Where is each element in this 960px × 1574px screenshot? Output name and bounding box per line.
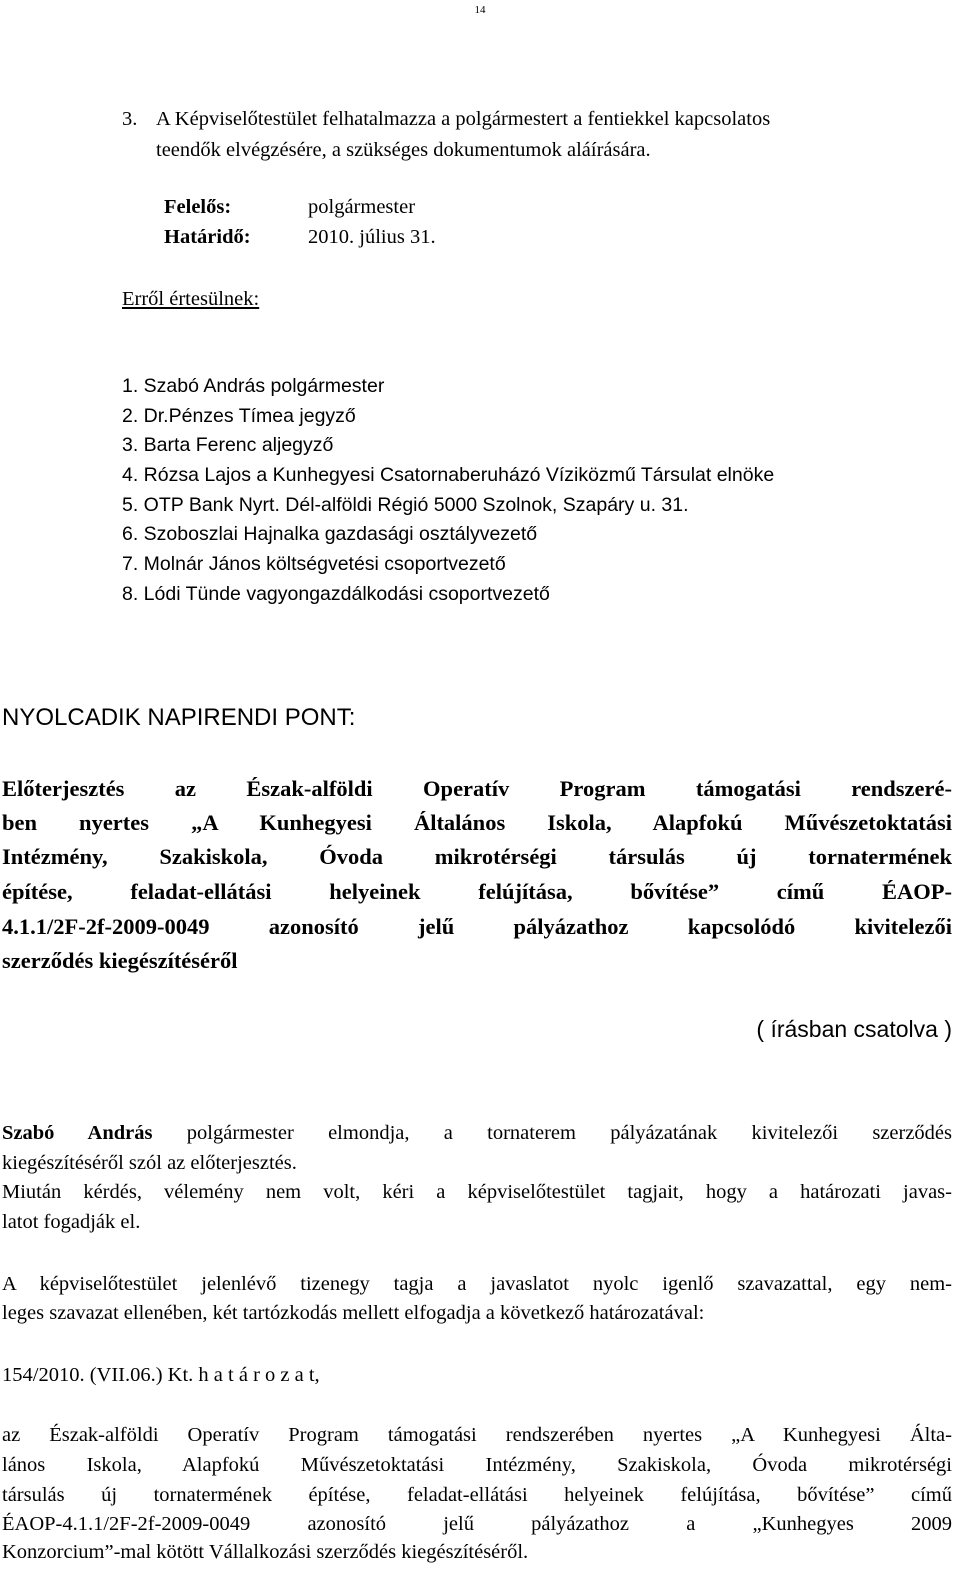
resolution-text-line: lános Iskola, Alapfokú Művészetoktatási Intézmény, Szakiskola, Óvoda mikrotérségi [2,1454,952,1476]
paragraph-1-line-1 [2,1122,952,1145]
resolution-text-line: ÉAOP-4.1.1/2F-2f-2009-0049 azonosító jelű pályázathoz a „Kunhegyes 2009 [2,1513,952,1535]
attachment-note: ( írásban csatolva ) [756,1016,952,1042]
paragraph-1-line-2: kiegészítéséről szól az előterjesztés. [2,1152,297,1174]
responsible-label: Felelős: [164,196,232,218]
list-item: 5. OTP Bank Nyrt. Dél-alföldi Régió 5000 Szolnok, Szapáry u. 31. [122,493,689,516]
resolution-id: 154/2010. (VII.06.) Kt. h a t á r o z a t, [2,1364,320,1386]
proposal-title-line: építése, feladat-ellátási helyeinek felújítása, bővítése” című ÉAOP- [2,879,952,904]
proposal-title-line: 4.1.1/2F-2f-2009-0049 azonosító jelű pályázathoz kapcsolódó kivitelezői [2,914,952,939]
page-number: 14 [474,4,486,16]
list-item: 2. Dr.Pénzes Tímea jegyző [122,404,356,427]
resolution-text-line: társulás új tornatermének építése, feladat-ellátási helyeinek felújítása, bővítése” című [2,1484,952,1506]
paragraph-2-line: Miután kérdés, vélemény nem volt, kéri a képviselőtestület tagjait, hogy a határozati javas- [2,1181,952,1203]
deadline-label: Határidő: [164,226,251,248]
speaker-name: Szabó András [2,1122,153,1144]
list-item: 7. Molnár János költségvetési csoportvezető [122,553,506,576]
list-item: 8. Lódi Tünde vagyongazdálkodási csoportvezető [122,582,550,605]
proposal-title-line: Intézmény, Szakiskola, Óvoda mikrotérségi társulás új tornatermének [2,844,952,869]
list-item: 6. Szoboszlai Hajnalka gazdasági osztályvezető [122,523,538,546]
proposal-title-line: ben nyertes „A Kunhegyesi Általános Iskola, Alapfokú Művészetoktatási [2,810,952,835]
list-item: 4. Rózsa Lajos a Kunhegyesi Csatornaberuházó Víziközmű Társulat elnöke [122,464,775,487]
list-item: 3. Barta Ferenc aljegyző [122,434,334,457]
resolution-text-line: Konzorcium”-mal kötött Vállalkozási szerződés kiegészítéséről. [2,1541,529,1563]
list-item: 1. Szabó András polgármester [122,375,385,397]
item-number: 3. [122,108,138,130]
resolution-text-line: az Észak-alföldi Operatív Program támogatási rendszerében nyertes „A Kunhegyesi Álta- [2,1424,952,1446]
notified-heading: Erről értesülnek: [122,288,260,310]
paragraph-3-line: leges szavazat ellenében, két tartózkodás mellett elfogadja a következő határozatával: [2,1302,705,1324]
deadline-value: 2010. július 31. [308,226,436,248]
item-text-line-1: A Képviselőtestület felhatalmazza a polgármestert a fentiekkel kapcsolatos [156,108,771,130]
notified-list [122,372,774,610]
paragraph-2-line: latot fogadják el. [2,1211,141,1233]
paragraph-3-line: A képviselőtestület jelenlévő tizenegy tagja a javaslatot nyolc igenlő szavazattal, egy nem- [2,1273,952,1295]
proposal-title-line: szerződés kiegészítéséről [2,948,238,973]
paragraph-text: polgármester elmondja, a tornaterem pályázatának kivitelezői szerződés [152,1122,952,1144]
responsible-value: polgármester [308,196,416,218]
item-text-line-2: teendők elvégzésére, a szükséges dokumentumok aláírására. [156,139,651,161]
agenda-heading: NYOLCADIK NAPIRENDI PONT: [2,704,356,731]
proposal-title-line: Előterjesztés az Észak-alföldi Operatív Program támogatási rendszeré- [2,776,952,801]
